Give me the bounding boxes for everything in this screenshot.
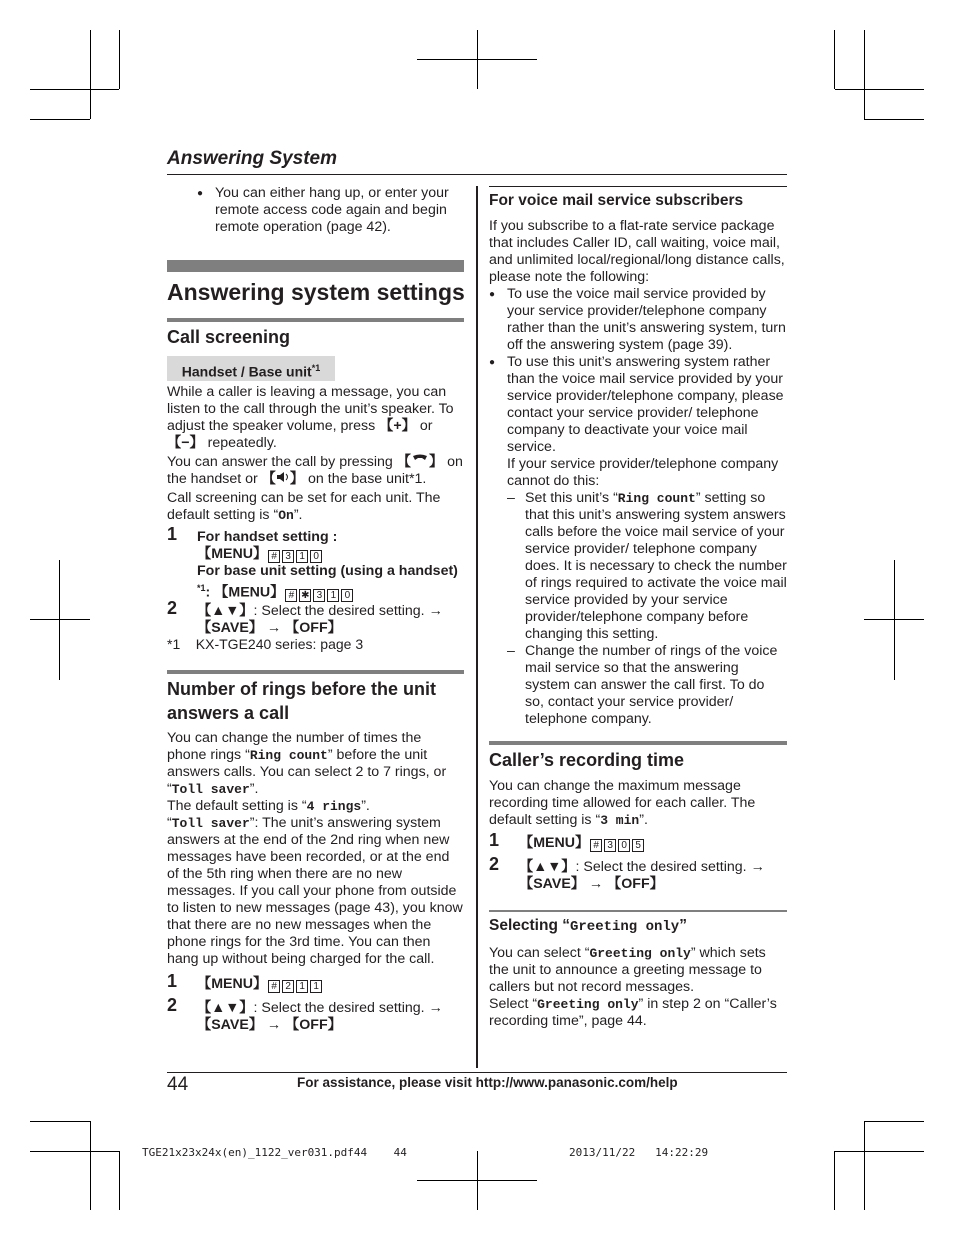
arrow-right-icon: → [750,859,765,875]
navigate-arrows-icon: 【▲▼】 [197,603,254,619]
call-screening-body [167,384,463,524]
running-header: Answering System [167,148,337,169]
speaker-icon: 【 】 [261,471,305,487]
print-file-info: TGE21x23x24x(en)_1122_ver031.pdf44 44 [142,1146,407,1159]
subsection-bar [489,741,787,745]
main-title: Answering system settings [167,279,465,305]
screening-default-para: Call screening can be set for each unit. The default setting is “On”. [167,490,441,523]
footnote: *1 KX-TGE240 series: page 3 [167,636,364,652]
navigate-arrows-icon: 【▲▼】 [519,859,576,875]
subsection-rule [489,186,787,187]
screening-step-2: 2 【▲▼】: Select the desired setting. → 【SAVE】 → 【OFF】 [167,598,443,636]
navigate-arrows-icon: 【▲▼】 [197,1000,254,1016]
arrow-right-icon: → [428,603,443,619]
column-divider [476,186,478,1068]
subsection-bar [167,318,464,322]
rings-body: You can change the number of times the phone rings “Ring count” before the unit answers calls. You can select 2 to 7 rings, or “Toll saver”. The default setting is “4 rings”. “Toll saver”: The unit’s answering system answers at the end of the 2nd ring when new messages have been recorded, or at the end of the 5th ring when there are no new messages. If you call your phone from outside to listen to new messages (page 43), you know that there are no new messages when the phone rings for the 3rd time. You can then hang up without being charged for the call. [167,730,463,967]
footer-rule [167,1072,787,1073]
recording-step-1: 1 【MENU】 # 3 0 5 [489,835,787,852]
unit-tag: Handset / Base unit$^{*1}$ [167,356,335,381]
intro-bullet: ● You can either hang up, or enter your remote access code again and begin remote operation (page 42). [197,185,463,236]
voicemail-title: For voice mail service subscribers [489,192,744,209]
print-date-info: 2013/11/22 14:22:29 [569,1146,709,1159]
screening-volume-para: While a caller is leaving a message, you can listen to the call through the unit’s speaker. To adjust the speaker volume, press 【+】 or 【−】 repeatedly. [167,384,454,451]
recording-step-2: 2 【▲▼】: Select the desired setting. → 【SAVE】 → 【OFF】 [489,854,765,892]
subsection-rule [489,910,787,912]
rings-title: Number of rings before the unit answers a call [167,679,437,723]
greeting-title: Selecting “Greeting only” [489,917,687,935]
rings-step-1: 1 【MENU】 # 2 1 1 [167,976,463,993]
section-bar [167,260,464,272]
greeting-body: You can select “Greeting only” which sets the unit to announce a greeting message to callers but not record messages. Select “Greeting only” in step 2 on “Caller’s recording time”, page 44. [489,945,777,1029]
header-rule [167,174,787,175]
arrow-right-icon: → [428,1000,443,1016]
volume-up-key: 【+】 [379,418,416,434]
recording-title: Caller’s recording time [489,750,685,770]
screening-answer-para: You can answer the call by pressing 【 】 on the handset or 【 】 on the base unit*1. [167,454,463,487]
assistance-line: For assistance, please visit http://www.panasonic.com/help [297,1075,678,1090]
screening-step-1: 1 For handset setting : 【MENU】 # 3 1 0 For base unit setting (using a handset) $^{*1}$: 【MENU】 # ✱ 3 1 0 [167,524,458,601]
call-screening-title: Call screening [167,327,291,347]
rings-step-2: 2 【▲▼】: Select the desired setting. → 【SAVE】 → 【OFF】 [167,995,443,1033]
talk-icon: 【 】 [396,454,444,470]
subsection-bar [167,670,464,674]
page-number: 44 [167,1074,189,1095]
voicemail-body: If you subscribe to a flat-rate service package that includes Caller ID, call waiting, voice mail, and unlimited local/regional/long distance calls, please note the following: ● To use the voice mail service provided by your service provider/telephone company rather than the unit’s answering system, turn off the answering system (page 39). ● To use this unit’s answering system rather than the voice mail service provided by your service provider/telephone company, please contact your service provider/ telephone company to deactivate your voice mail service. If your service provider/telephone company cannot do this: – Set this unit’s “Ring count” setting so that this unit’s answering system answers calls before the voice mail service of your service provider/ telephone company does. It is necessary to check the number of rings required to activate the voice mail service provided by your service provider/telephone company before changing this setting. – Change the number of rings of the voice mail service so that the answering system can answer the call first. To do so, contact your service provider/ telephone company. [489,218,787,728]
recording-body: You can change the maximum message recording time allowed for each caller. The default setting is “3 min”. [489,778,756,828]
volume-down-key: 【−】 [167,435,204,451]
